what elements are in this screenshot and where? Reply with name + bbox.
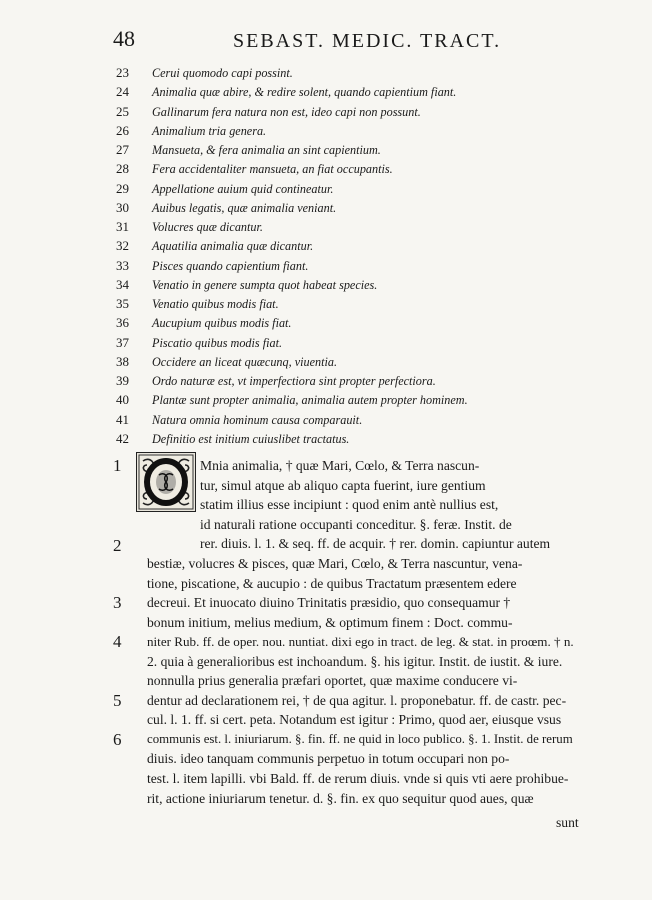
- index-item: [116, 82, 576, 101]
- index-item: [116, 429, 576, 448]
- index-number: 28: [116, 161, 129, 177]
- index-number: 38: [116, 353, 129, 369]
- index-text: Ordo naturæ est, vt imperfectiora sint propter perfectiora.: [152, 374, 436, 388]
- index-item: [116, 275, 576, 294]
- text-line: decreui. Et inuocato diuino Trinitatis præsidio, quo consequamur †: [147, 595, 511, 611]
- text-line: Mnia animalia, † quæ Mari, Cœlo, & Terra nascun-: [200, 458, 480, 473]
- index-text: Occidere an liceat quæcunq, viuentia.: [152, 354, 338, 369]
- index-text: Gallinarum fera natura non est, ideo capi non possunt.: [152, 104, 421, 119]
- index-item: [116, 294, 576, 313]
- ornament-icon: [137, 453, 195, 511]
- index-number: 37: [116, 334, 129, 350]
- index-text: Venatio in genere sumpta quot habeat species.: [152, 277, 378, 292]
- index-number: 32: [116, 238, 129, 254]
- index-text: Aquatilia animalia quæ dicantur.: [152, 239, 314, 254]
- index-item: [116, 63, 576, 82]
- index-number: 30: [116, 199, 129, 215]
- margin-number: 1: [113, 456, 122, 475]
- catchword: sunt: [556, 815, 579, 830]
- index-item: [116, 352, 576, 371]
- index-item: [116, 159, 576, 178]
- index-number: 40: [116, 392, 129, 408]
- index-item: [116, 217, 576, 236]
- index-number: 24: [116, 84, 129, 100]
- text-line: dentur ad declarationem rei, † de qua agitur. l. proponebatur. ff. de castr. pec-: [147, 692, 567, 708]
- text-line: bestiæ, volucres & pisces, quæ Mari, Cœlo, & Terra nascuntur, vena-: [147, 556, 523, 571]
- index-item: [116, 313, 576, 332]
- index-number: 39: [116, 373, 129, 388]
- index-text: Definitio est initium cuiuslibet tractatus.: [152, 431, 350, 446]
- index-text: Auibus legatis, quæ animalia veniant.: [152, 200, 337, 215]
- text-line: test. l. item lapilli. vbi Bald. ff. de rerum diuis. vnde si quis vti aere prohibue-: [147, 771, 569, 787]
- index-number: 33: [116, 257, 129, 273]
- index-item: [116, 102, 576, 121]
- text-line: id naturali ratione occupanti conceditur. §. feræ. Instit. de: [200, 516, 512, 532]
- opening-paragraph: [200, 456, 580, 554]
- index-item: [116, 236, 576, 255]
- index-number: 34: [116, 276, 129, 292]
- index-item: [116, 256, 576, 275]
- index-number: 27: [116, 142, 129, 157]
- index-text: Plantæ sunt propter animalia, animalia autem propter hominem.: [152, 393, 468, 408]
- index-number: 36: [116, 315, 129, 331]
- margin-number: 2: [113, 536, 122, 555]
- margin-number: 6: [113, 730, 122, 749]
- body-text: [147, 554, 579, 808]
- index-number: 31: [116, 219, 129, 234]
- summary-index: [116, 63, 576, 448]
- decorated-initial-o: [136, 452, 196, 512]
- index-item: [116, 371, 576, 390]
- index-text: Volucres quæ dicantur.: [152, 220, 263, 234]
- index-number: 29: [116, 180, 129, 196]
- text-line: rit, actione iniuriarum tenetur. d. §. fin. ex quo sequitur quod aues, quæ: [147, 790, 534, 806]
- index-item: [116, 390, 576, 409]
- text-line: niter Rub. ff. de oper. nou. nuntiat. dixi ego in tract. de leg. & stat. in proœm. † n.: [147, 634, 574, 650]
- index-text: Mansueta, & fera animalia an sint capientium.: [152, 143, 381, 157]
- index-item: [116, 333, 576, 352]
- index-text: Pisces quando capientium fiant.: [152, 258, 309, 273]
- index-text: Animalium tria genera.: [152, 123, 267, 138]
- index-number: 26: [116, 122, 129, 138]
- text-line: tur, simul atque ab aliquo capta fuerint, iure gentium: [200, 477, 486, 493]
- text-line: statim illius esse incipiunt : quod enim antè nullius est,: [200, 497, 499, 513]
- index-text: Animalia quæ abire, & redire solent, quando capientium fiant.: [152, 85, 457, 100]
- index-text: Natura omnia hominum causa comparauit.: [152, 412, 363, 427]
- index-text: Cerui quomodo capi possint.: [152, 66, 293, 80]
- index-number: 42: [116, 430, 129, 446]
- index-text: Venatio quibus modis fiat.: [152, 297, 279, 311]
- index-item: [116, 410, 576, 429]
- text-line: diuis. ideo tanquam communis perpetuo in totum occupari non po-: [147, 751, 510, 767]
- text-line: tione, piscatione, & aucupio : de quibus Tractatum præsentem edere: [147, 575, 517, 591]
- text-line: bonum initium, melius medium, & optimum finem : Doct. commu-: [147, 614, 513, 630]
- margin-number: 4: [113, 632, 122, 651]
- index-item: [116, 179, 576, 198]
- margin-number: 5: [113, 691, 122, 710]
- index-text: Piscatio quibus modis fiat.: [152, 335, 283, 350]
- index-number: 35: [116, 296, 129, 311]
- index-number: 41: [116, 411, 129, 427]
- text-line: 2. quia à generalioribus est inchoandum. §. his igitur. Instit. de iustit. & iure.: [147, 653, 563, 669]
- index-text: Appellatione auium quid contineatur.: [152, 181, 334, 196]
- text-line: rer. diuis. l. 1. & seq. ff. de acquir. † rer. domin. capiuntur autem: [200, 536, 551, 552]
- running-title: SEBAST. MEDIC. TRACT.: [233, 30, 502, 52]
- index-item: [116, 121, 576, 140]
- index-item: [116, 198, 576, 217]
- index-text: Aucupium quibus modis fiat.: [152, 316, 292, 331]
- index-item: [116, 140, 576, 159]
- margin-number: 3: [113, 593, 122, 612]
- index-number: 23: [116, 65, 129, 80]
- index-text: Fera accidentaliter mansueta, an fiat occupantis.: [152, 162, 393, 177]
- page-number: 48: [113, 26, 135, 51]
- index-number: 25: [116, 103, 129, 119]
- text-line: nonnulla prius generalia præfari oportet, quæ maxime conducere vi-: [147, 673, 518, 689]
- text-line: cul. l. 1. ff. si cert. peta. Notandum est igitur : Primo, quod aer, eiusque vsus: [147, 712, 562, 728]
- text-line: communis est. l. iniuriarum. §. fin. ff. ne quid in loco publico. §. 1. Instit. de rerum: [147, 731, 573, 746]
